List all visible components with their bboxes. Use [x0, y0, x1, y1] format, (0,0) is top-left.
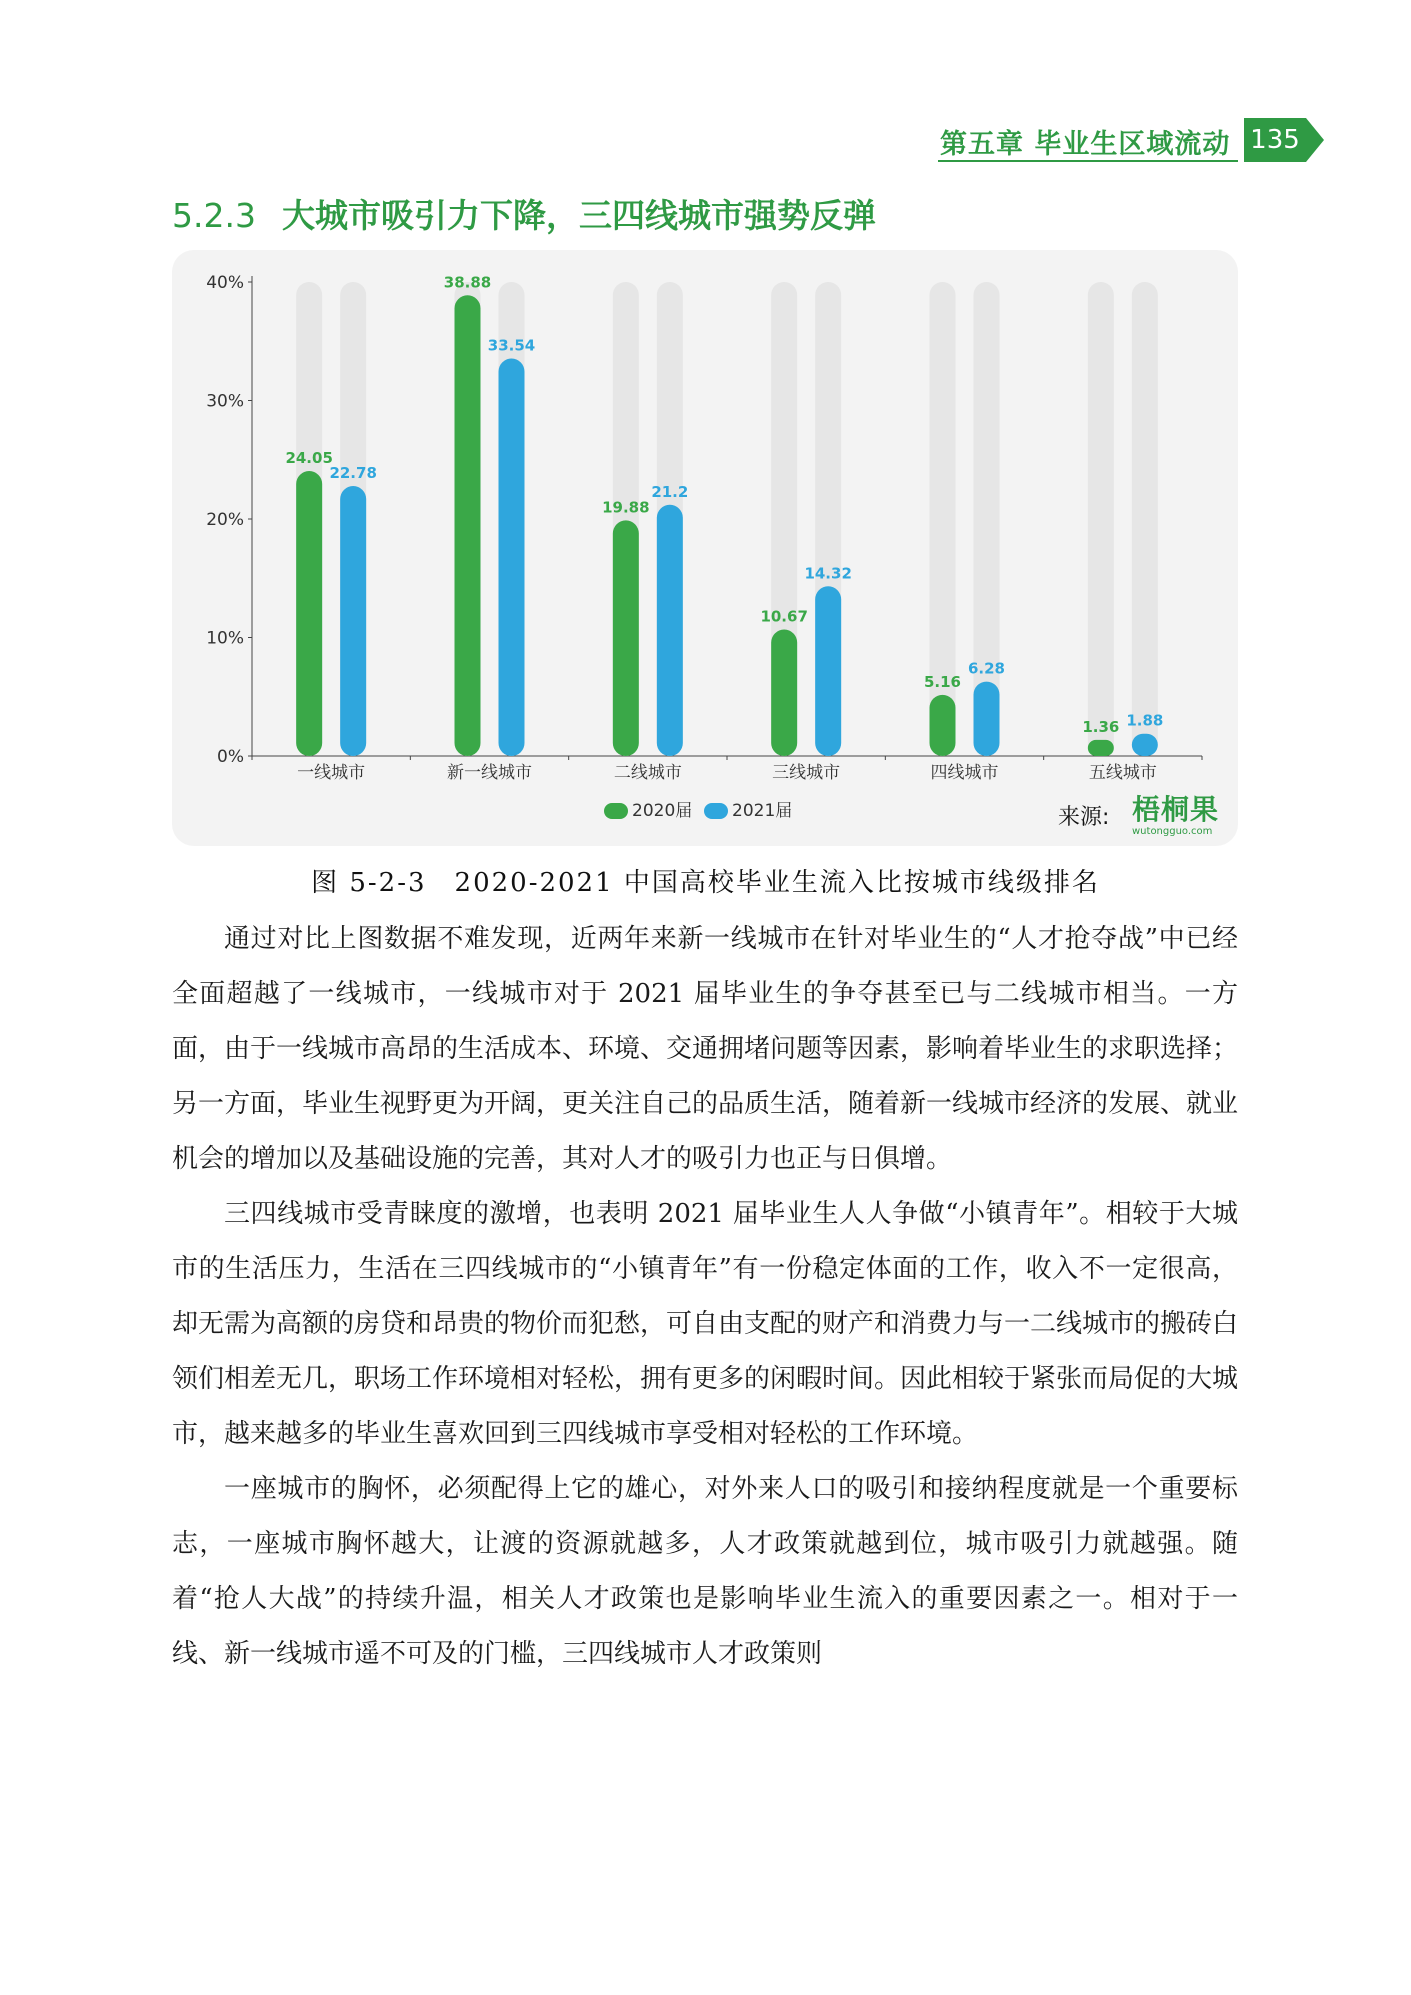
paragraph: 三四线城市受青睐度的激增，也表明 2021 届毕业生人人争做“小镇青年”。相较于大城市的生活压力，生活在三四线城市的“小镇青年”有一份稳定体面的工作，收入不一定很高，却无需为高额的房贷和昂贵的物价而犯愁，可自由支配的财产和消费力与一二线城市的搬砖白领们相差无几，职场工作环境相对轻松，拥有更多的闲暇时间。因此相较于紧张而局促的大城市，越来越多的毕业生喜欢回到三四线城市享受相对轻松的工作环境。: [172, 1199, 1239, 1449]
bar-2020: [296, 471, 322, 756]
bar-2021: [815, 586, 841, 756]
bar-2020: [455, 295, 481, 756]
source-label: 来源:: [1058, 805, 1110, 830]
data-label: 19.88: [602, 498, 650, 517]
bar-track: [1132, 282, 1158, 756]
x-tick-label: 二线城市: [613, 763, 682, 783]
legend-swatch: [604, 803, 628, 819]
logo-url: wutongguo.com: [1132, 826, 1213, 837]
bar-2021: [974, 682, 1000, 756]
bar-2021: [1132, 734, 1158, 756]
paragraph: 一座城市的胸怀，必须配得上它的雄心，对外来人口的吸引和接纳程度就是一个重要标志，一座城市胸怀越大，让渡的资源就越多，人才政策就越到位，城市吸引力就越强。随着“抢人大战”的持续升温，相关人才政策也是影响毕业生流入的重要因素之一。相对于一线、新一线城市遥不可及的门槛，三四线城市人才政策则: [172, 1474, 1238, 1669]
header-rule: [938, 160, 1238, 162]
section-heading: [172, 190, 876, 237]
data-label: 38.88: [443, 273, 492, 292]
data-label: 22.78: [329, 464, 377, 483]
y-tick-label: 0%: [217, 747, 244, 767]
data-label: 14.32: [804, 564, 852, 583]
x-tick-label: 一线城市: [297, 763, 366, 783]
chapter-title: 第五章 毕业生区域流动: [940, 129, 1231, 160]
chart-panel: [172, 250, 1238, 846]
body-text: [172, 912, 1238, 1682]
figure-caption: 图 5-2-3 2020-2021 中国高校毕业生流入比按城市线级排名: [311, 868, 1100, 898]
page-number-tab: [1244, 118, 1324, 162]
bar-2020: [1088, 740, 1114, 756]
section-title: 大城市吸引力下降，三四线城市强势反弹: [281, 196, 876, 235]
bar-2020: [771, 630, 797, 756]
legend-swatch: [704, 803, 728, 819]
bar-2021: [499, 359, 525, 756]
y-tick-label: 30%: [206, 391, 244, 412]
section-number: 5.2.3: [172, 196, 256, 235]
bar-2021: [657, 505, 683, 756]
y-tick-label: 20%: [206, 510, 244, 530]
data-label: 6.28: [967, 659, 1006, 678]
x-tick-label: 新一线城市: [447, 763, 532, 783]
data-label: 33.54: [487, 336, 536, 355]
y-tick-label: 10%: [206, 628, 244, 649]
data-label: 21.2: [651, 482, 689, 501]
x-tick-label: 三线城市: [772, 763, 841, 783]
x-tick-label: 五线城市: [1088, 763, 1157, 783]
legend-label: 2021届: [732, 801, 793, 821]
bar-track: [1088, 282, 1114, 756]
bar-chart: [172, 250, 1238, 846]
bar-2020: [930, 695, 956, 756]
data-label: 10.67: [760, 607, 808, 626]
data-label: 5.16: [923, 672, 962, 691]
x-tick-label: 四线城市: [930, 763, 999, 783]
data-label: 1.36: [1082, 717, 1120, 736]
paragraph: 通过对比上图数据不难发现，近两年来新一线城市在针对毕业生的“人才抢夺战”中已经全面超越了一线城市，一线城市对于 2021 届毕业生的争夺甚至已与二线城市相当。一方面，由于一线城市高昂的生活成本、环境、交通拥堵问题等因素，影响着毕业生的求职选择；另一方面，毕业生视野更为开阔，更关注自己的品质生活，随着新一线城市经济的发展、就业机会的增加以及基础设施的完善，其对人才的吸引力也正与日俱增。: [172, 924, 1239, 1174]
logo-text: 梧桐果: [1132, 793, 1220, 826]
bar-2021: [340, 486, 366, 756]
wutongguo-logo: [1132, 794, 1232, 840]
bar-2020: [613, 520, 639, 756]
page-number: 135: [1250, 125, 1300, 155]
data-label: 24.05: [285, 449, 333, 468]
y-tick-label: 40%: [206, 273, 244, 293]
data-label: 1.88: [1126, 711, 1164, 730]
legend-label: 2020届: [632, 801, 693, 821]
